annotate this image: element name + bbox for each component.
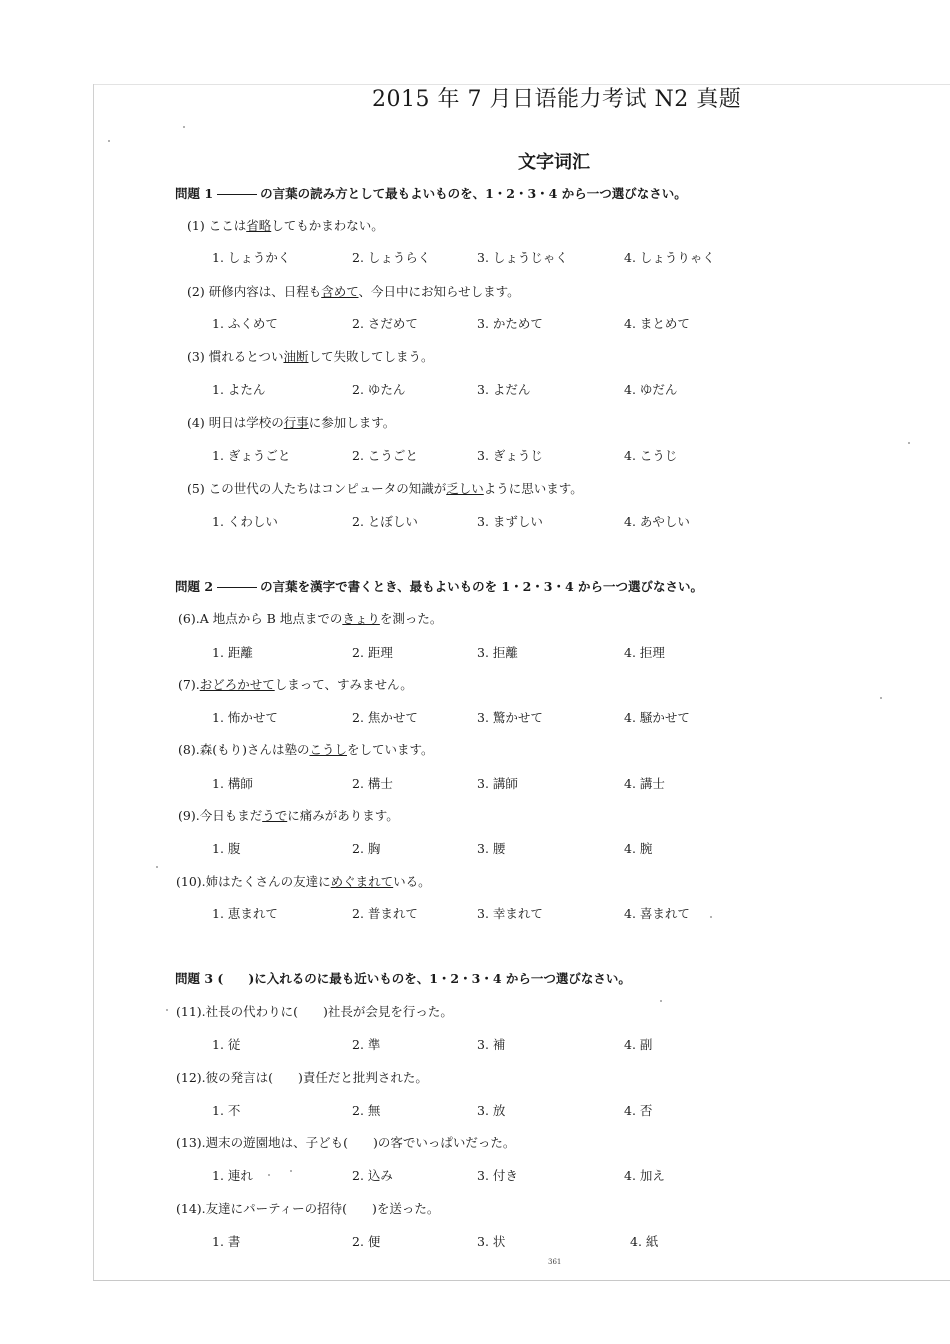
option-4[interactable]: 4. こうじ bbox=[624, 448, 678, 463]
scan-speck bbox=[908, 442, 910, 444]
target-word: 油断 bbox=[283, 349, 309, 364]
option-2[interactable]: 2. こうごと bbox=[352, 448, 418, 463]
question-2: (2) 研修内容は、日程も含めて、今日中にお知らせします。 bbox=[187, 284, 520, 299]
options-q3 bbox=[212, 380, 732, 396]
option-1[interactable]: 1. 不 bbox=[212, 1103, 241, 1118]
target-word: 乏しい bbox=[446, 481, 484, 496]
option-4[interactable]: 4. しょうりゃく bbox=[624, 250, 715, 265]
section-3-instruction: 問題 3 ( )に入れるのに最も近いものを、1・2・3・4 から一つ選びなさい。 bbox=[175, 971, 631, 986]
option-1[interactable]: 1. 構師 bbox=[212, 776, 253, 791]
option-2[interactable]: 2. 構士 bbox=[352, 776, 393, 791]
option-4[interactable]: 4. 喜まれて bbox=[624, 906, 690, 921]
question-14: (14).友達にパーティーの招待( )を送った。 bbox=[176, 1201, 440, 1216]
option-1[interactable]: 1. 腹 bbox=[212, 841, 241, 856]
document-title: 2015 年 7 月日语能力考试 N2 真题 bbox=[372, 87, 742, 112]
option-3[interactable]: 3. 状 bbox=[477, 1234, 506, 1249]
option-4[interactable]: 4. 紙 bbox=[630, 1234, 659, 1249]
option-2[interactable]: 2. 便 bbox=[352, 1234, 381, 1249]
option-4[interactable]: 4. 騒かせて bbox=[624, 710, 690, 725]
option-1[interactable]: 1. 怖かせて bbox=[212, 710, 278, 725]
option-2[interactable]: 2. しょうらく bbox=[352, 250, 431, 265]
option-4[interactable]: 4. ゆだん bbox=[624, 382, 678, 397]
option-4[interactable]: 4. 副 bbox=[624, 1037, 653, 1052]
section-1-instruction: 問題 1 の言葉の読み方として最もよいものを、1・2・3・4 から一つ選びなさい。 bbox=[175, 186, 687, 201]
option-4[interactable]: 4. 否 bbox=[624, 1103, 653, 1118]
option-1[interactable]: 1. ぎょうごと bbox=[212, 448, 291, 463]
option-3[interactable]: 3. まずしい bbox=[477, 514, 543, 529]
option-2[interactable]: 2. ゆたん bbox=[352, 382, 406, 397]
option-3[interactable]: 3. ぎょうじ bbox=[477, 448, 543, 463]
options-q4 bbox=[212, 446, 732, 462]
target-word: 含めて bbox=[321, 284, 359, 299]
question-4: (4) 明日は学校の行事に参加します。 bbox=[187, 415, 396, 430]
question-7: (7).おどろかせてしまって、すみません。 bbox=[178, 677, 413, 692]
option-3[interactable]: 3. 驚かせて bbox=[477, 710, 543, 725]
scan-speck bbox=[268, 1174, 270, 1176]
option-3[interactable]: 3. 幸まれて bbox=[477, 906, 543, 921]
option-3[interactable]: 3. よだん bbox=[477, 382, 531, 397]
option-3[interactable]: 3. 腰 bbox=[477, 841, 506, 856]
options-q11 bbox=[212, 1035, 732, 1051]
scan-speck bbox=[660, 1000, 662, 1002]
scan-speck bbox=[156, 866, 158, 868]
page-number: 361 bbox=[548, 1258, 562, 1266]
option-4[interactable]: 4. 腕 bbox=[624, 841, 653, 856]
scan-speck bbox=[108, 140, 110, 142]
target-word: きょり bbox=[342, 611, 380, 626]
question-11: (11).社長の代わりに( )社長が会見を行った。 bbox=[176, 1004, 453, 1019]
page-border-left bbox=[93, 84, 94, 1280]
option-2[interactable]: 2. 胸 bbox=[352, 841, 381, 856]
section-heading: 文字词汇 bbox=[518, 152, 590, 173]
options-q9 bbox=[212, 839, 732, 855]
question-12: (12).彼の発言は( )責任だと批判された。 bbox=[176, 1070, 428, 1085]
target-word: おどろかせて bbox=[199, 677, 275, 692]
option-4[interactable]: 4. あやしい bbox=[624, 514, 690, 529]
option-2[interactable]: 2. さだめて bbox=[352, 316, 418, 331]
target-word: めぐまれて bbox=[330, 874, 394, 889]
scan-speck bbox=[183, 126, 185, 128]
target-word: 省略 bbox=[246, 218, 272, 233]
target-word: 行事 bbox=[283, 415, 309, 430]
blank-line bbox=[217, 194, 257, 195]
scan-speck bbox=[166, 1009, 168, 1011]
options-q2 bbox=[212, 314, 732, 330]
option-4[interactable]: 4. 加え bbox=[624, 1168, 665, 1183]
option-1[interactable]: 1. 連れ bbox=[212, 1168, 253, 1183]
section-2-instruction: 問題 2 の言葉を漢字で書くとき、最もよいものを 1・2・3・4 から一つ選びなさい。 bbox=[175, 579, 704, 594]
option-3[interactable]: 3. しょうじゃく bbox=[477, 250, 568, 265]
options-q10 bbox=[212, 904, 732, 920]
option-2[interactable]: 2. 普まれて bbox=[352, 906, 418, 921]
scan-speck bbox=[880, 697, 882, 699]
option-1[interactable]: 1. 書 bbox=[212, 1234, 241, 1249]
option-3[interactable]: 3. 講師 bbox=[477, 776, 518, 791]
page-border-bottom bbox=[93, 1280, 950, 1281]
option-1[interactable]: 1. ふくめて bbox=[212, 316, 278, 331]
scan-speck bbox=[290, 1170, 292, 1172]
option-2[interactable]: 2. 焦かせて bbox=[352, 710, 418, 725]
question-13: (13).週末の遊園地は、子ども( )の客でいっぱいだった。 bbox=[176, 1135, 516, 1150]
question-10: (10).姉はたくさんの友達にめぐまれている。 bbox=[176, 874, 431, 889]
blank-line bbox=[217, 587, 257, 588]
option-2[interactable]: 2. 距理 bbox=[352, 645, 393, 660]
options-q5 bbox=[212, 512, 732, 528]
options-q7 bbox=[212, 708, 732, 724]
options-q1 bbox=[212, 248, 732, 264]
option-4[interactable]: 4. まとめて bbox=[624, 316, 690, 331]
scan-speck bbox=[710, 916, 712, 918]
options-q14 bbox=[212, 1232, 732, 1248]
option-2[interactable]: 2. 込み bbox=[352, 1168, 393, 1183]
option-1[interactable]: 1. くわしい bbox=[212, 514, 278, 529]
option-2[interactable]: 2. とぼしい bbox=[352, 514, 418, 529]
option-2[interactable]: 2. 準 bbox=[352, 1037, 381, 1052]
question-9: (9).今日もまだうでに痛みがあります。 bbox=[178, 808, 399, 823]
target-word: うで bbox=[262, 808, 288, 823]
option-1[interactable]: 1. しょうかく bbox=[212, 250, 291, 265]
question-5: (5) この世代の人たちはコンピュータの知識が乏しいように思います。 bbox=[187, 481, 583, 496]
option-3[interactable]: 3. かためて bbox=[477, 316, 543, 331]
target-word: こうし bbox=[309, 742, 347, 757]
options-q12 bbox=[212, 1101, 732, 1117]
option-3[interactable]: 3. 拒離 bbox=[477, 645, 518, 660]
option-1[interactable]: 1. よたん bbox=[212, 382, 266, 397]
option-1[interactable]: 1. 距離 bbox=[212, 645, 253, 660]
option-2[interactable]: 2. 無 bbox=[352, 1103, 381, 1118]
option-3[interactable]: 3. 付き bbox=[477, 1168, 518, 1183]
option-1[interactable]: 1. 恵まれて bbox=[212, 906, 278, 921]
question-8: (8).森(もり)さんは塾のこうしをしています。 bbox=[178, 742, 434, 757]
question-3: (3) 慣れるとつい油断して失敗してしまう。 bbox=[187, 349, 434, 364]
options-q6 bbox=[212, 643, 732, 659]
option-4[interactable]: 4. 講士 bbox=[624, 776, 665, 791]
option-1[interactable]: 1. 従 bbox=[212, 1037, 241, 1052]
question-6: (6).A 地点から B 地点までのきょりを測った。 bbox=[178, 611, 443, 626]
question-1: (1) ここは省略してもかまわない。 bbox=[187, 218, 384, 233]
option-3[interactable]: 3. 補 bbox=[477, 1037, 506, 1052]
options-q8 bbox=[212, 774, 732, 790]
option-4[interactable]: 4. 拒理 bbox=[624, 645, 665, 660]
option-3[interactable]: 3. 放 bbox=[477, 1103, 506, 1118]
options-q13 bbox=[212, 1166, 732, 1182]
